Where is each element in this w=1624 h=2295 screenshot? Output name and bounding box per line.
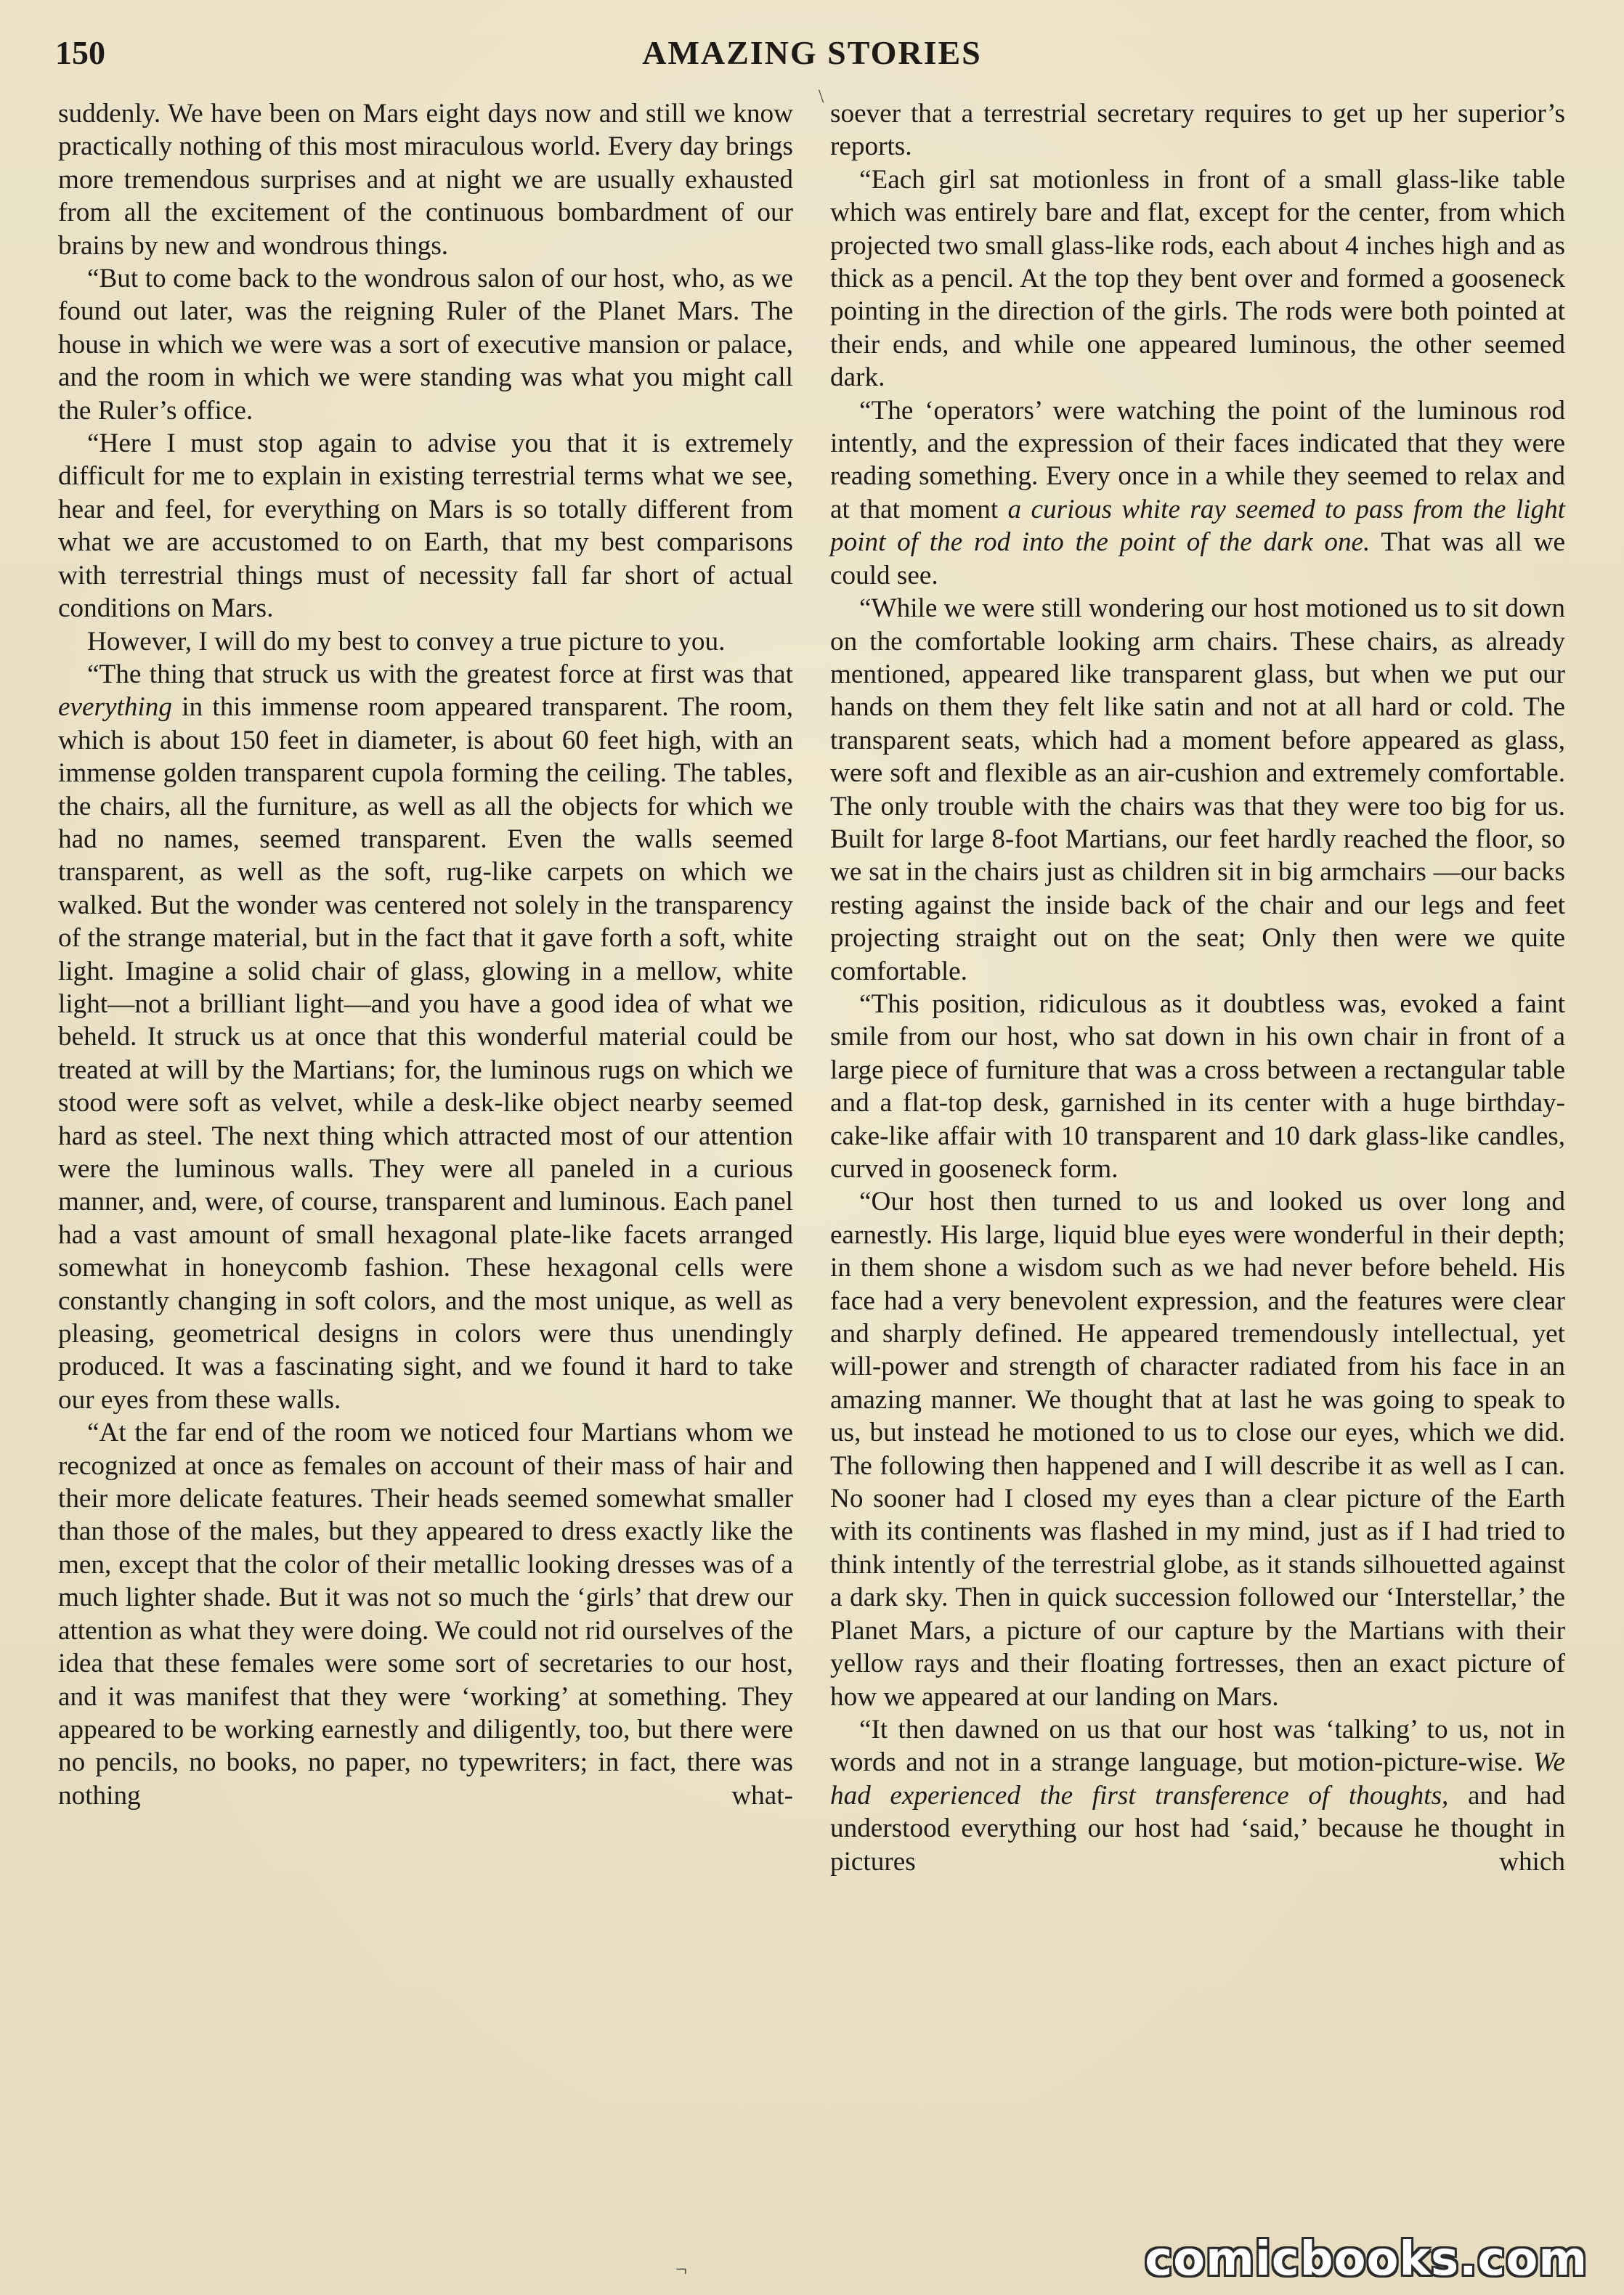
site-watermark: comicbooks.com: [1145, 2233, 1588, 2286]
paragraph: [830, 163, 1565, 394]
paragraph: [58, 1416, 793, 1812]
paragraph-text: “It then dawned on us that our host was ‘talking’ to us, not in words and not in a strange language, but motion-picture-wise.: [830, 1714, 1565, 1778]
paragraph-text: “Each girl sat motionless in front of a small glass-like table which was entirely bare and flat, except for the center, from which projected two small glass-like rods, each about 4 inches high and as thick as a pencil. At the top they bent over and formed a gooseneck pointing in the direction of the girls. The rods were both pointed at their ends, and while one appeared luminous, the other seemed dark.: [830, 164, 1565, 393]
paragraph-text: in this immense room appeared transparent. The room, which is about 150 feet in diameter, is about 60 feet high, with an immense golden transparent cupola forming the ceiling. The tables, the chairs, all the furniture, as well as all the objects for which we had no names, seemed transparent. Even the walls seemed transparent, as well as the soft, rug-like carpets on which we walked. But the wonder was centered not solely in the transparency of the strange material, but in the fact that it gave forth a soft, white light. Imagine a solid chair of glass, glowing in a mellow, white light—not a brilliant light—and you have a good idea of what we beheld. It struck us at once that this wonderful material could be treated at will by the Martians; for, the luminous rugs on which we stood were soft as velvet, while a desk-like object nearby seemed hard as steel. The next thing which attracted most of our attention were the luminous walls. They were all paneled in a curious manner, and, were, of course, transparent and luminous. Each panel had a vast amount of small hexagonal plate-like facets arranged somewhat in honeycomb fashion. These hexagonal cells were constantly changing in soft colors, and the most unique, as well as pleasing, geometrical designs in colors were thus unendingly produced. It was a fascinating sight, and we found it hard to take our eyes from these walls.: [58, 692, 793, 1415]
paragraph-text: “While we were still wondering our host motioned us to sit down on the comfortable looking arm chairs. These chairs, as already mentioned, appeared like transparent glass, but when we put our hands on them they felt like satin and not at all hard or cold. The transparent seats, which had a moment before appeared as glass, were soft and flexible as an air-cushion and extremely comfortable. The only trouble with the chairs was that they were too big for us. Built for large 8-foot Martians, our feet hardly reached the floor, so we sat in the chairs just as children sit in big armchairs —our backs resting against the inside back of the chair and our legs and feet projecting straight out on the seat; Only then were we quite comfortable.: [830, 593, 1565, 986]
paragraph-text: “At the far end of the room we noticed four Martians whom we recognized at once as females on account of their mass of hair and their more delicate features. Their heads seemed somewhat smaller than those of the males, but they appeared to dress exactly like the men, except that the color of their metallic looking dresses was of a much lighter shade. But it was not so much the ‘girls’ that drew our attention as what they were doing. We could not rid ourselves of the idea that these females were some sort of secretaries to our host, and it was manifest that they were ‘working’ at something. They appeared to be working earnestly and diligently, too, but there were no pencils, no books, no paper, no typewriters; in fact, there was nothing what-: [58, 1418, 793, 1811]
paragraph-text: “The thing that struck us with the greatest force at first was that: [87, 659, 793, 689]
running-head-title: AMAZING STORIES: [642, 34, 982, 71]
paragraph-text: “Here I must stop again to advise you that it is extremely difficult for me to explain in existing terrestrial terms what we see, hear and feel, for everything on Mars is so totally different from what we are accustomed to on Earth, that my best comparisons with terrestrial things must of necessity fall far short of actual conditions on Mars.: [58, 428, 793, 624]
page-header: [55, 28, 1569, 78]
gutter-mark: \: [819, 86, 824, 107]
footer-mark: ¬: [675, 2259, 687, 2281]
paragraph: [830, 592, 1565, 988]
paragraph-text: “This position, ridiculous as it doubtless was, evoked a faint smile from our host, who sat down in his own chair in front of a large piece of furniture that was a cross between a rectangular table and a flat-top desk, garnished in its center with a huge birthday-cake-like affair with 10 transparent and 10 dark glass-like candles, curved in gooseneck form.: [830, 988, 1565, 1184]
paragraph: [830, 97, 1565, 163]
page-number: 150: [55, 34, 105, 71]
right-column: [830, 97, 1565, 1878]
italic-emphasis: everything: [58, 692, 172, 723]
paragraph-text: “But to come back to the wondrous salon of our host, who, as we found out later, was the reigning Ruler of the Planet Mars. The house in which we were was a sort of executive mansion or palace, and the room in which we were standing was what you might call the Ruler’s office.: [58, 264, 793, 426]
paragraph-text: “Our host then turned to us and looked us over long and earnestly. His large, liquid blue eyes were wonderful in their depth; in them shone a wisdom such as we had never before beheld. His face had a very benevolent expression, and the features were clear and sharply defined. He appeared tremendously intellectual, yet will-power and strength of character radiated from his face in an amazing manner. We thought that at last he was going to speak to us, but instead he motioned to us to close our eyes, which we did. The following then happened and I will describe it as well as I can. No sooner had I closed my eyes than a clear picture of the Earth with its continents was flashed in my mind, just as if I had tried to think intently of the terrestrial globe, as it stands silhouetted against a dark sky. Then in quick succession followed our ‘Interstellar,’ the Planet Mars, a picture of our capture by the Martians with their yellow rays and their floating fortresses, then an exact picture of how we appeared at our landing on Mars.: [830, 1187, 1565, 1712]
paragraph-text: suddenly. We have been on Mars eight days now and still we know practically nothing of this most miraculous world. Every day brings more tremendous surprises and at night we are usually exhausted from all the excitement of the continuous bombardment of our brains by new and wondrous things.: [58, 99, 793, 261]
paragraph-text: “The ‘operators’ were watching the point of the luminous rod intently, and the expression of their faces indicated that they were reading something. Every once in a while they seemed to relax and at that moment: [830, 395, 1565, 524]
paragraph: [58, 658, 793, 1416]
paragraph-text: However, I will do my best to convey a true picture to you.: [87, 626, 726, 657]
paragraph: [830, 1185, 1565, 1713]
paragraph-text: That was all we could see.: [830, 527, 1565, 590]
paragraph: [58, 97, 793, 262]
paragraph: [830, 988, 1565, 1185]
paragraph: [58, 625, 793, 658]
paragraph-text: soever that a terrestrial secretary requires to get up her superior’s reports.: [830, 99, 1565, 162]
italic-emphasis: a curious white ray seemed to pass from the light point of the rod into the point of the dark one.: [830, 494, 1565, 558]
paragraph: [830, 394, 1565, 592]
paragraph-text: and had understood everything our host had ‘said,’ because he thought in pictures which: [830, 1780, 1565, 1877]
italic-emphasis: We had experienced the first transference of thoughts,: [830, 1747, 1565, 1811]
paragraph: [58, 262, 793, 427]
paragraph: [830, 1713, 1565, 1878]
paragraph: [58, 427, 793, 625]
left-column: [58, 97, 793, 1812]
